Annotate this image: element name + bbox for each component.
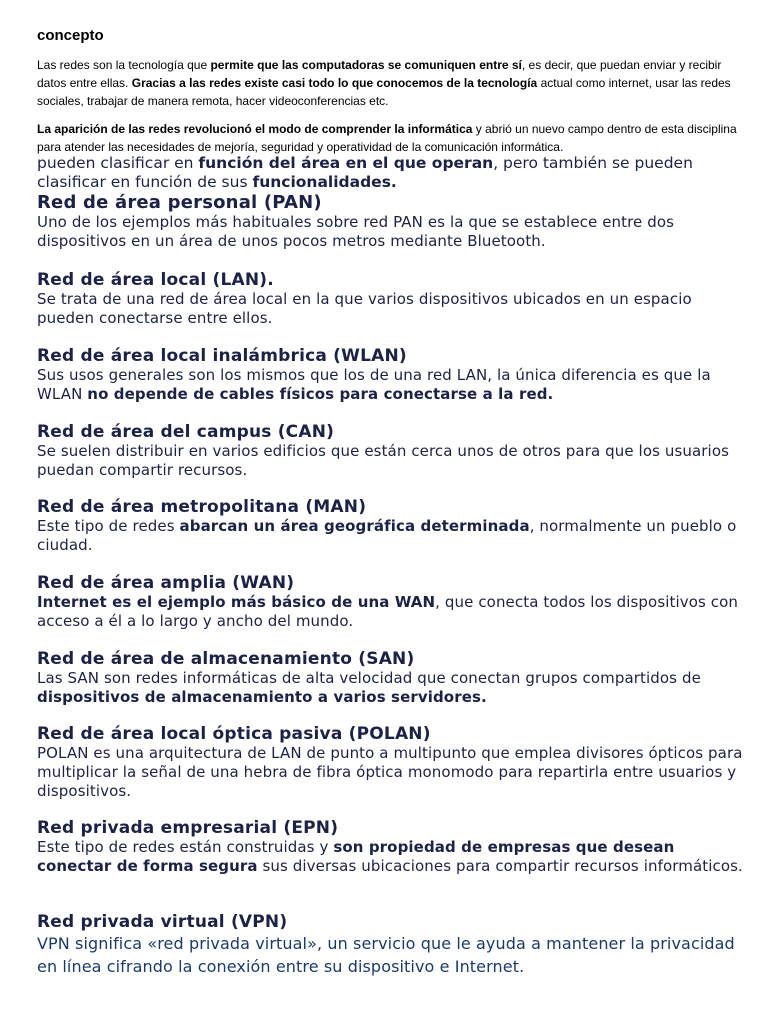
section-bold: abarcan un área geográfica determinada xyxy=(179,517,530,535)
section-text-a: Se suelen distribuir en varios edificios que están cerca unos de otros para que los usuarios puedan compartir recursos. xyxy=(37,442,730,479)
section-heading: Red de área metropolitana (MAN) xyxy=(37,497,367,517)
section-text-a: Se trata de una red de área local en la que varios dispositivos ubicados en un espacio pueden conectarse entre ellos. xyxy=(37,290,692,327)
section-text xyxy=(37,669,752,707)
section-text-a: Este tipo de redes xyxy=(37,517,180,535)
section-can xyxy=(37,422,752,480)
section-heading: Red de área local (LAN). xyxy=(37,270,274,290)
cont-bold-d: funcionalidades. xyxy=(252,172,397,191)
section-pan xyxy=(37,193,752,251)
cont-text-c: , pero también se pueden clasificar en función de sus xyxy=(37,154,693,191)
section-text xyxy=(37,593,752,631)
section-text xyxy=(37,744,752,801)
section-heading: Red de área local inalámbrica (WLAN) xyxy=(37,346,407,366)
section-text-a: Uno de los ejemplos más habituales sobre red PAN es la que se establece entre dos dispositivos en un área de unos pocos metros mediante Bluetooth. xyxy=(37,213,675,250)
intro1-text-c: , es decir, que puedan enviar y recibir datos entre ellas. xyxy=(37,58,722,90)
section-bold: dispositivos de almacenamiento a varios servidores. xyxy=(37,688,487,706)
intro2-bold-a: La aparición de las redes revolucionó el modo de comprender la informática xyxy=(37,122,473,136)
section-text-c: sus diversas ubicaciones para compartir recursos informáticos. xyxy=(257,857,743,875)
section-text-a: Sus usos generales son los mismos que los de una red LAN, la única diferencia es que la WLAN xyxy=(37,366,711,403)
intro1-bold-d: Gracias a las redes existe casi todo lo que conocemos de la tecnología xyxy=(131,76,538,90)
section-heading: Red de área amplia (WAN) xyxy=(37,573,295,593)
section-text xyxy=(37,442,752,480)
section-heading: Red de área del campus (CAN) xyxy=(37,422,335,442)
section-text xyxy=(37,290,752,328)
section-heading: Red de área personal (PAN) xyxy=(37,192,322,213)
section-man xyxy=(37,497,752,555)
section-text-c: , normalmente un pueblo o ciudad. xyxy=(37,517,737,554)
intro2-text-b: y abrió un nuevo campo dentro de esta disciplina para atender las necesidades de mejoría, seguridad y operatividad de la comunicación informática. xyxy=(37,122,737,154)
section-heading: Red de área de almacenamiento (SAN) xyxy=(37,649,415,669)
section-san xyxy=(37,649,752,707)
section-bold: son propiedad de empresas que desean conectar de forma segura xyxy=(37,838,675,875)
section-heading: Red privada virtual (VPN) xyxy=(37,912,288,932)
classification-paragraph xyxy=(37,154,752,191)
section-epn xyxy=(37,818,752,876)
section-vpn xyxy=(37,912,752,978)
section-polan xyxy=(37,724,752,801)
section-text xyxy=(37,838,752,876)
intro-paragraph-1 xyxy=(37,56,742,110)
section-text xyxy=(37,517,752,555)
section-text-a: POLAN es una arquitectura de LAN de punto a multipunto que emplea divisores ópticos para multiplicar la señal de una hebra de fibra óptica monomodo para repartirla entre usuarios y dispositivos. xyxy=(37,744,743,800)
section-text xyxy=(37,932,752,978)
section-text xyxy=(37,366,752,404)
page-title: concepto xyxy=(37,27,104,44)
intro1-bold-b: permite que las computadoras se comuniquen entre sí xyxy=(210,58,522,72)
section-heading: Red privada empresarial (EPN) xyxy=(37,818,339,838)
section-bold: Internet es el ejemplo más básico de una WAN xyxy=(37,593,436,611)
section-text xyxy=(37,213,752,251)
section-lan xyxy=(37,270,752,328)
section-heading: Red de área local óptica pasiva (POLAN) xyxy=(37,724,431,744)
intro-paragraph-2 xyxy=(37,120,742,156)
section-text-c: , que conecta todos los dispositivos con acceso a él a lo largo y ancho del mundo. xyxy=(37,593,739,630)
section-wan xyxy=(37,573,752,631)
intro1-text-e: actual como internet, usar las redes sociales, trabajar de manera remota, hacer videoconferencias etc. xyxy=(37,76,731,108)
cont-text-a: pueden clasificar en xyxy=(37,154,199,172)
section-bold: no depende de cables físicos para conectarse a la red. xyxy=(87,385,554,403)
cont-bold-b: función del área en el que operan xyxy=(198,154,494,172)
intro1-text-a: Las redes son la tecnología que xyxy=(37,58,211,72)
section-wlan xyxy=(37,346,752,404)
section-text-a: Las SAN son redes informáticas de alta velocidad que conectan grupos compartidos de xyxy=(37,669,701,687)
section-text-a: VPN significa «red privada virtual», un servicio que le ayuda a mantener la privacidad en línea cifrando la conexión entre su dispositivo e Internet. xyxy=(37,934,735,976)
section-text-a: Este tipo de redes están construidas y xyxy=(37,838,334,856)
